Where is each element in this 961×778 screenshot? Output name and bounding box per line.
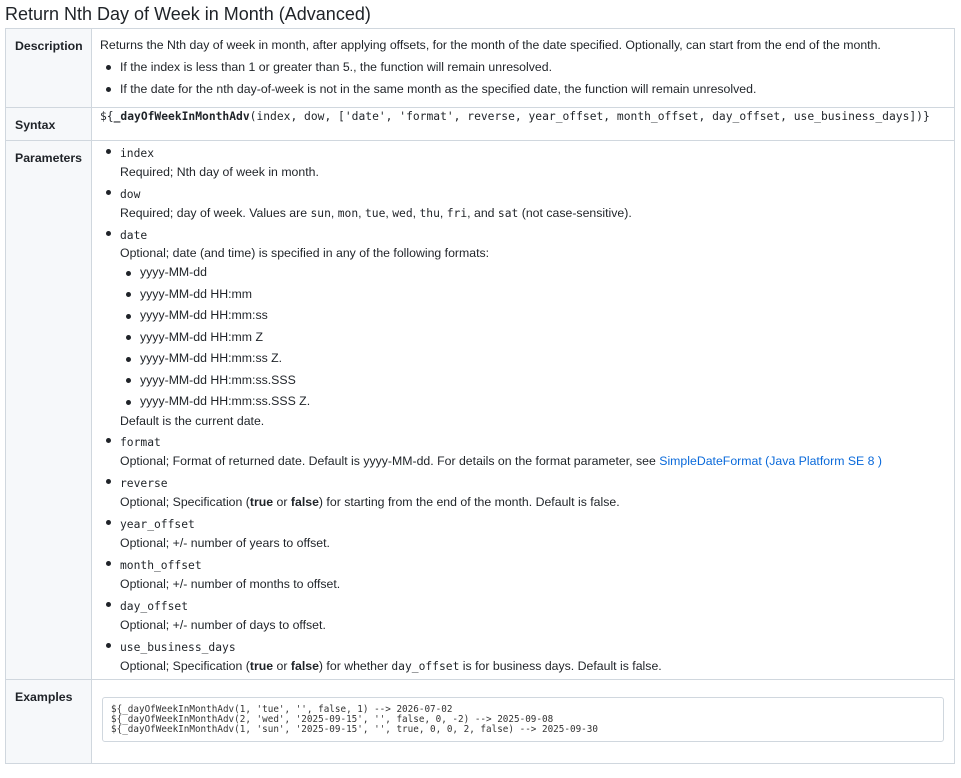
param-desc: Optional; date (and time) is specified in any of the following formats:: [120, 246, 490, 260]
desc-text: (not case-sensitive).: [518, 206, 632, 220]
syntax-args: (index, dow, ['date', 'format', reverse, year_offset, month_offset, day_offset, use_business_days])}: [249, 110, 930, 123]
list-item: yyyy-MM-dd HH:mm:ss Z.: [120, 348, 954, 370]
dow-value: fri: [446, 207, 468, 220]
examples-cell: [92, 680, 955, 764]
param-desc: [120, 451, 954, 471]
param-name: date: [120, 229, 148, 242]
param-reverse: [100, 475, 954, 512]
parameters-cell: [92, 141, 955, 680]
param-desc: Required; Nth day of week in month.: [120, 165, 319, 179]
desc-text: Optional; Specification (: [120, 658, 250, 673]
examples-code-block: [102, 697, 944, 742]
param-desc: Optional; +/- number of days to offset.: [120, 617, 326, 632]
param-month-offset: [100, 557, 954, 594]
false-value: false: [290, 658, 319, 673]
param-name: index: [120, 147, 155, 160]
separator: ,: [439, 206, 447, 220]
description-text: Returns the Nth day of week in month, after applying offsets, for the month of the date specified. Optionally, can start from the end of the month.: [100, 38, 881, 52]
desc-text: Optional; Specification (: [120, 494, 250, 509]
code-day-offset: day_offset: [391, 659, 460, 673]
simpledateformat-link[interactable]: SimpleDateFormat (Java Platform SE 8 ): [659, 453, 883, 468]
date-format-list: [120, 262, 954, 413]
desc-text: ) for starting from the end of the month. Default is false.: [318, 494, 620, 509]
desc-text: Required; day of week. Values are: [120, 206, 311, 220]
list-item: yyyy-MM-dd HH:mm Z: [120, 327, 954, 349]
separator: ,: [385, 206, 393, 220]
param-name: month_offset: [120, 558, 202, 572]
example-line: ${_dayOfWeekInMonthAdv(2, 'wed', '2025-09-15', '', false, 0, -2) --> 2025-09-08: [111, 714, 554, 725]
separator: , and: [467, 206, 498, 220]
syntax-label: Syntax: [6, 108, 92, 141]
desc-text: or: [273, 494, 291, 509]
description-row: [6, 29, 955, 108]
param-desc: [120, 203, 954, 223]
param-day-offset: [100, 598, 954, 635]
examples-label: Examples: [6, 680, 92, 764]
param-desc: [120, 492, 954, 512]
param-desc: [120, 656, 954, 676]
example-line: ${_dayOfWeekInMonthAdv(1, 'sun', '2025-09-15', '', true, 0, 0, 2, false) --> 2025-09-30: [111, 724, 598, 735]
list-item: yyyy-MM-dd: [120, 262, 954, 284]
param-name: year_offset: [120, 517, 195, 531]
param-index: [100, 145, 954, 182]
parameter-list: [100, 145, 954, 676]
syntax-prefix: ${: [100, 110, 114, 123]
dow-value: sun: [310, 207, 331, 220]
description-cell: [92, 29, 955, 108]
desc-text: or: [273, 658, 291, 673]
list-item: If the date for the nth day-of-week is not in the same month as the specified date, the function will remain unresolved.: [100, 81, 954, 97]
list-item: yyyy-MM-dd HH:mm:ss: [120, 305, 954, 327]
examples-row: [6, 680, 955, 764]
function-table: [5, 28, 955, 764]
separator: ,: [412, 206, 420, 220]
param-year-offset: [100, 516, 954, 553]
list-item: yyyy-MM-dd HH:mm:ss.SSS Z.: [120, 391, 954, 413]
false-value: false: [290, 494, 319, 509]
parameters-label: Parameters: [6, 141, 92, 680]
param-date: [100, 227, 954, 430]
param-name: reverse: [120, 476, 168, 490]
param-dow: [100, 186, 954, 223]
dow-value: sat: [497, 207, 519, 220]
param-desc: Optional; +/- number of months to offset.: [120, 576, 341, 591]
page-title: Return Nth Day of Week in Month (Advanced): [5, 4, 371, 24]
param-name: dow: [120, 188, 141, 201]
param-default: Default is the current date.: [120, 413, 265, 428]
list-item: yyyy-MM-dd HH:mm: [120, 284, 954, 306]
true-value: true: [249, 658, 274, 673]
description-list: [100, 59, 954, 97]
dow-value: wed: [392, 207, 413, 220]
param-name: format: [120, 435, 161, 449]
dow-value: thu: [419, 207, 440, 220]
example-line: ${_dayOfWeekInMonthAdv(1, 'tue', '', false, 1) --> 2026-07-02: [111, 704, 453, 715]
desc-text: is for business days. Default is false.: [459, 658, 662, 673]
param-name: day_offset: [120, 599, 189, 613]
list-item: yyyy-MM-dd HH:mm:ss.SSS: [120, 370, 954, 392]
param-name: use_business_days: [120, 640, 236, 654]
syntax-function-name: _dayOfWeekInMonthAdv: [113, 110, 250, 123]
separator: ,: [330, 206, 338, 220]
dow-value: mon: [337, 207, 359, 220]
syntax-cell: [92, 108, 955, 141]
desc-text: ) for whether: [318, 658, 392, 673]
list-item: If the index is less than 1 or greater than 5., the function will remain unresolved.: [100, 59, 954, 75]
syntax-row: [6, 108, 955, 141]
param-desc: Optional; +/- number of years to offset.: [120, 535, 330, 550]
true-value: true: [249, 494, 274, 509]
dow-value: tue: [364, 207, 386, 220]
parameters-row: [6, 141, 955, 680]
description-label: Description: [6, 29, 92, 108]
param-use-business-days: [100, 639, 954, 676]
param-format: [100, 434, 954, 471]
desc-text: Optional; Format of returned date. Default is yyyy-MM-dd. For details on the format parameter, see: [120, 453, 660, 468]
separator: ,: [358, 206, 365, 220]
